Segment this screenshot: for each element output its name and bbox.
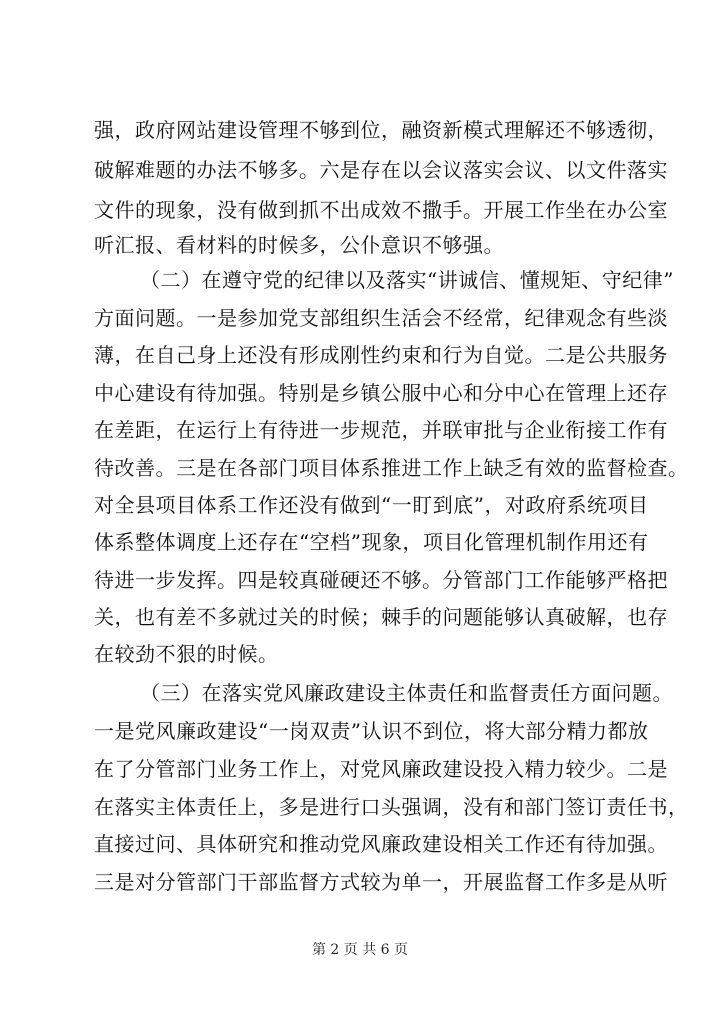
body-text-line: 一是党风廉政建设“一岗双责”认识不到位，将大部分精力都放 xyxy=(94,719,649,743)
body-text-line: 在落实主体责任上，多是进行口头强调，没有和部门签订责任书， xyxy=(94,795,689,819)
body-text-line: 听汇报、看材料的时候多，公仆意识不够强。 xyxy=(94,233,504,257)
body-text-line: 待改善。三是在各部门项目体系推进工作上缺乏有效的监督检查。 xyxy=(94,456,689,480)
body-text-line: 直接过问、具体研究和推动党风廉政建设相关工作还有待加强。 xyxy=(94,832,668,856)
body-text-line: 待进一步发挥。四是较真碰硬还不够。分管部门工作能够严格把 xyxy=(94,568,668,592)
body-text-line: 破解难题的办法不够多。六是存在以会议落实会议、以文件落实 xyxy=(94,158,668,182)
body-text-line: 强，政府网站建设管理不够到位，融资新模式理解还不够透彻， xyxy=(94,118,668,142)
body-text-line: （二）在遵守党的纪律以及落实“讲诚信、懂规矩、守纪律” xyxy=(140,268,674,292)
body-text-line: 在较劲不狠的时候。 xyxy=(94,642,279,666)
body-text-line: 体系整体调度上还存在“空档”现象，项目化管理机制作用还有 xyxy=(94,530,649,554)
body-text-line: 在差距，在运行上有待进一步规范，并联审批与企业衔接工作有 xyxy=(94,418,668,442)
page-footer: 第 2 页 共 6 页 xyxy=(311,942,409,958)
body-text-line: 三是对分管部门干部监督方式较为单一，开展监督工作多是从听 xyxy=(94,870,668,894)
body-text-line: 薄，在自己身上还没有形成刚性约束和行为自觉。二是公共服务 xyxy=(94,343,668,367)
body-text-line: 方面问题。一是参加党支部组织生活会不经常，纪律观念有些淡 xyxy=(94,306,668,330)
body-text-line: 在了分管部门业务工作上，对党风廉政建设投入精力较少。二是 xyxy=(94,757,668,781)
body-text-line: 对全县项目体系工作还没有做到“一盯到底”，对政府系统项目 xyxy=(94,493,649,517)
body-text-line: 文件的现象，没有做到抓不出成效不撒手。开展工作坐在办公室 xyxy=(94,198,668,222)
body-text-line: （三）在落实党风廉政建设主体责任和监督责任方面问题。 xyxy=(140,681,673,705)
body-text-line: 中心建设有待加强。特别是乡镇公服中心和分中心在管理上还存 xyxy=(94,381,668,405)
body-text-line: 关，也有差不多就过关的时候；棘手的问题能够认真破解，也存 xyxy=(94,605,668,629)
